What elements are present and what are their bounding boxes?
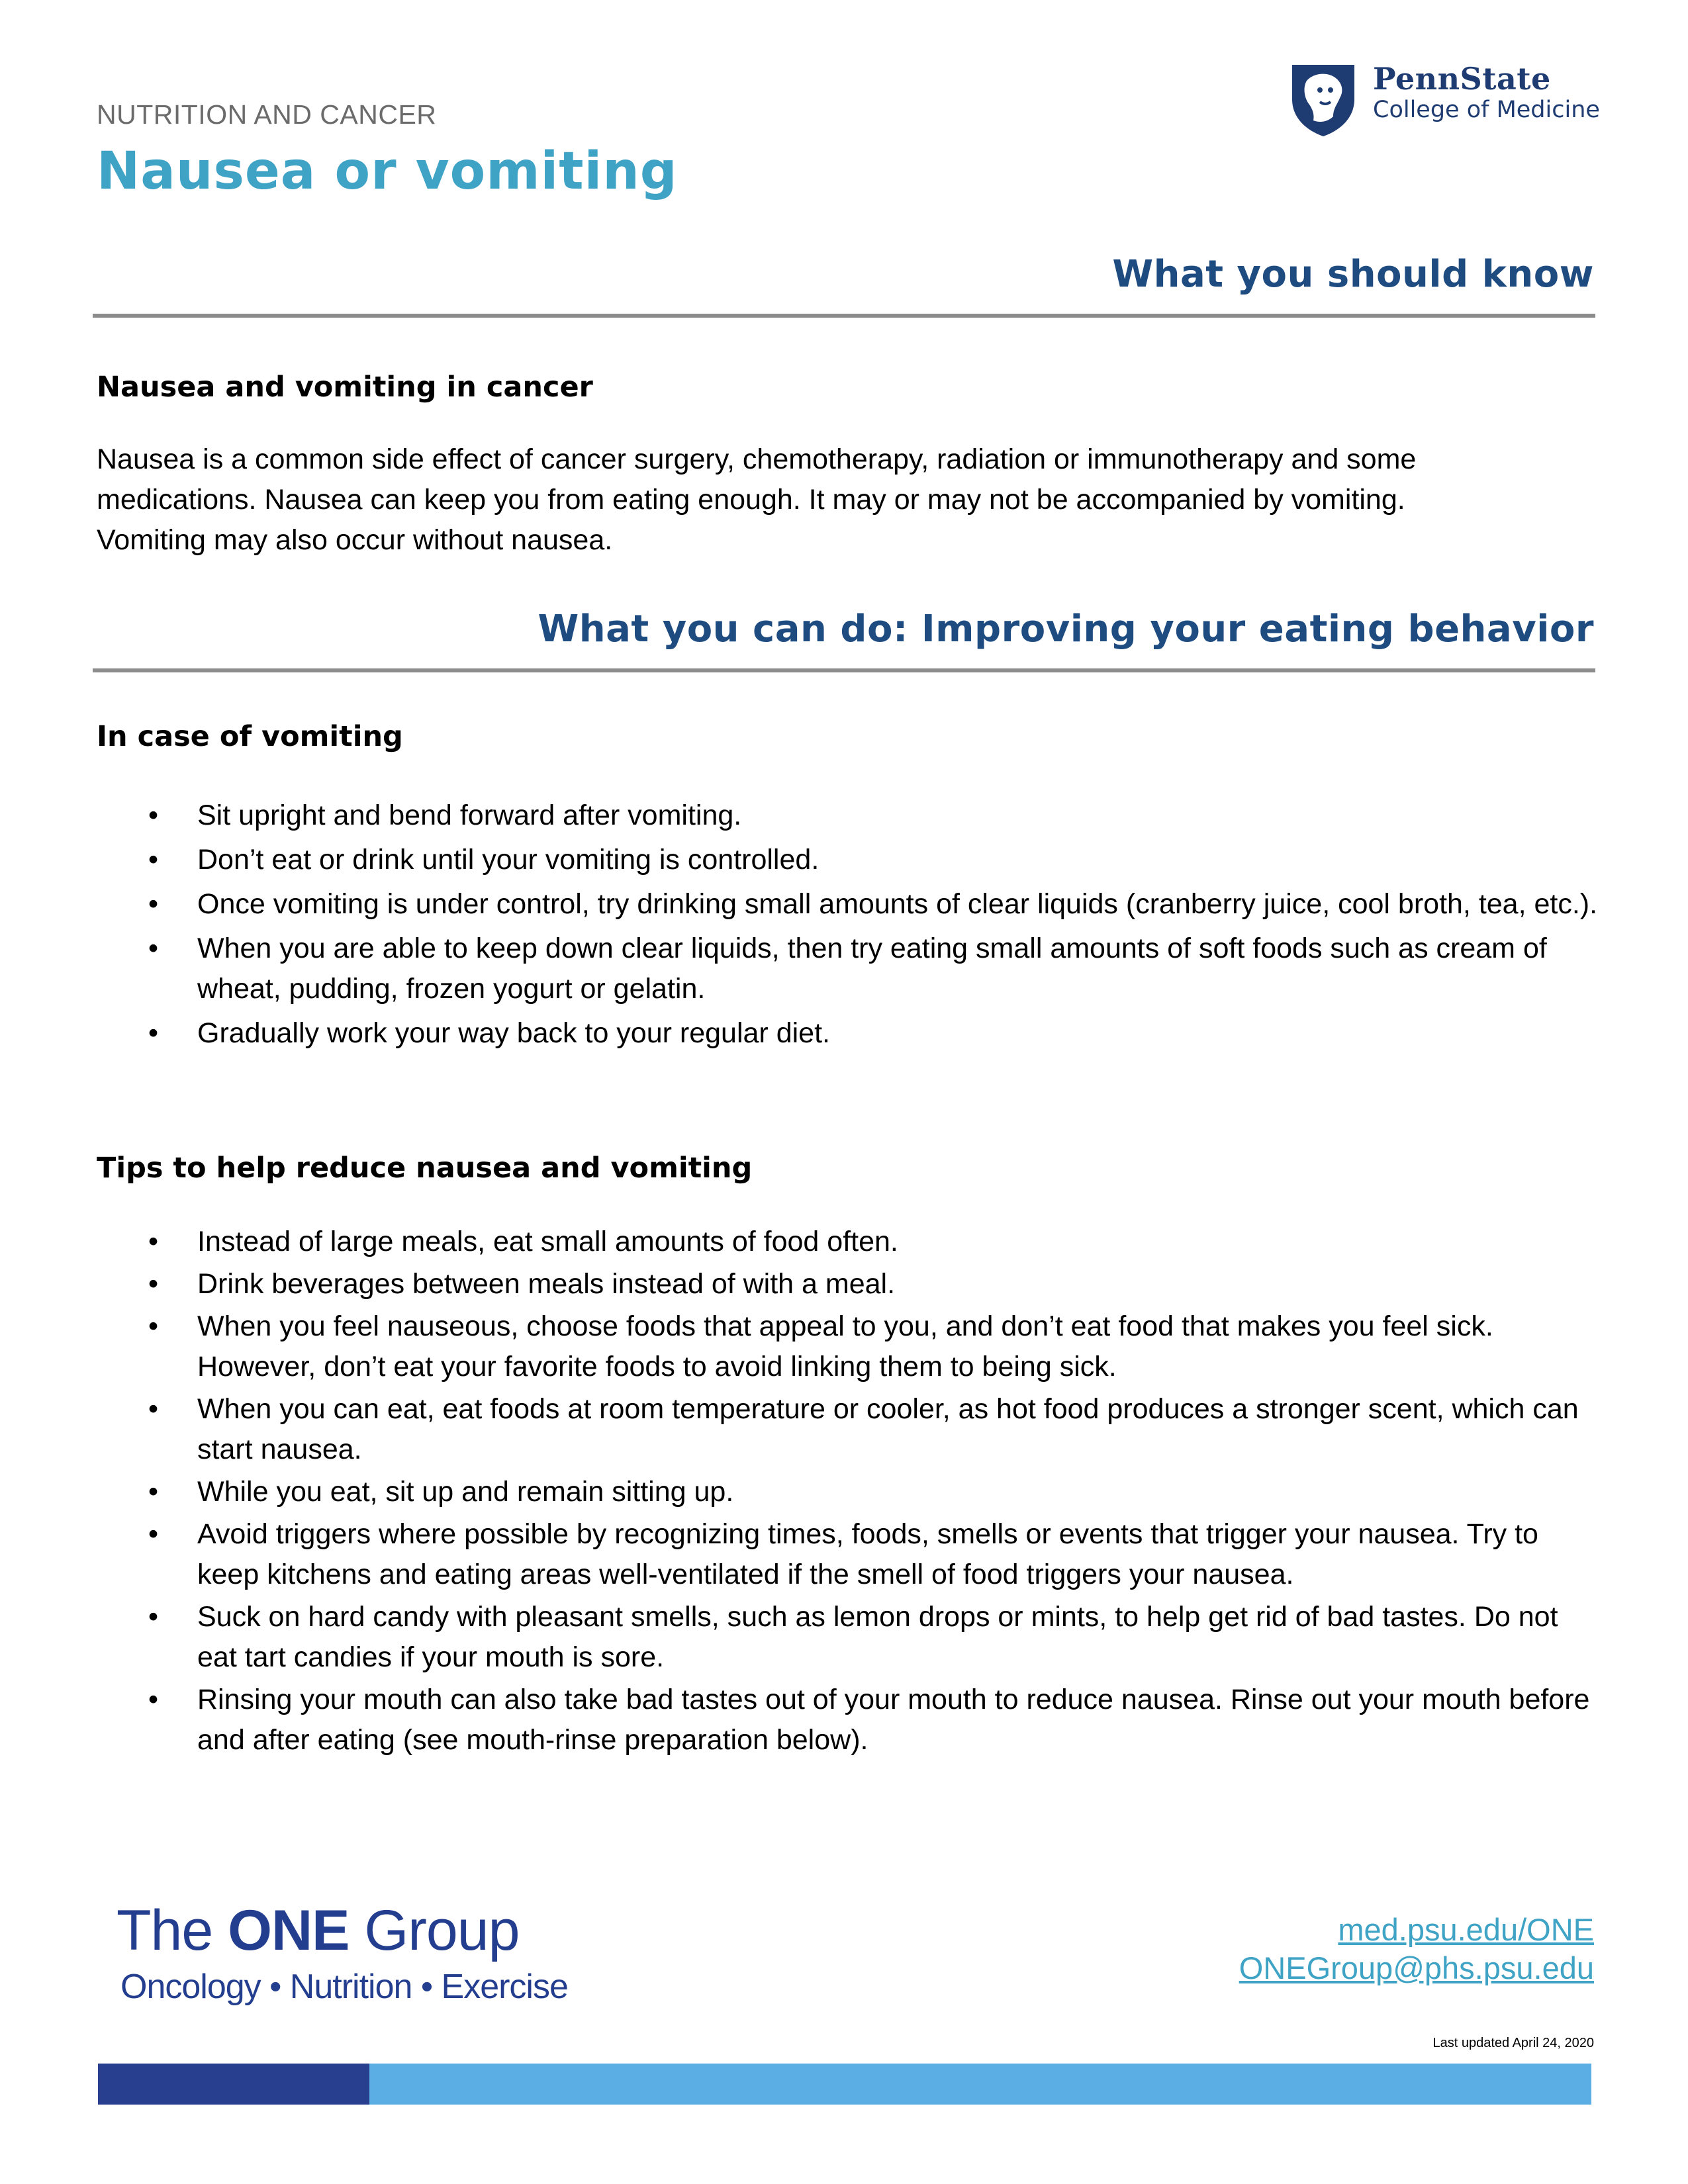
page-title: Nausea or vomiting	[97, 142, 678, 201]
tips-list	[97, 1222, 1599, 1760]
intro-paragraph	[97, 439, 1599, 561]
bullet-icon: •	[148, 844, 159, 876]
list-item: • Once vomiting is under control, try drinking small amounts of clear liquids (cranberry juice, cool broth, tea, etc.).	[97, 884, 1599, 925]
intro-line: medications. Nausea can keep you from eating enough. It may or may not be accompanied by vomiting.	[97, 484, 1405, 516]
list-item: • When you feel nauseous, choose foods that appeal to you, and don’t eat food that makes you feel sick. However, don’t eat your favorite foods to avoid linking them to being sick.	[97, 1306, 1599, 1387]
bullet-icon: •	[148, 799, 159, 831]
list-item: • Sit upright and bend forward after vomiting.	[97, 796, 1599, 836]
logo-word-one: ONE	[228, 1899, 350, 1962]
list-item: • Don’t eat or drink until your vomiting is controlled.	[97, 840, 1599, 880]
list-item: • Drink beverages between meals instead of with a meal.	[97, 1264, 1599, 1304]
subheading-vomiting: In case of vomiting	[97, 720, 403, 753]
list-item: • Gradually work your way back to your regular diet.	[97, 1013, 1599, 1054]
footer-bar-light	[369, 2064, 1591, 2105]
website-link[interactable]: med.psu.edu/ONE	[1338, 1912, 1594, 1947]
pennstate-logo	[1287, 58, 1605, 138]
vomiting-list	[97, 796, 1599, 1054]
bullet-icon: •	[148, 1310, 159, 1342]
one-group-logo	[117, 1898, 519, 1964]
list-item: • Instead of large meals, eat small amounts of food often.	[97, 1222, 1599, 1262]
bullet-icon: •	[148, 888, 159, 920]
bullet-icon: •	[148, 1017, 159, 1049]
bullet-icon: •	[148, 1268, 159, 1300]
list-item: • Avoid triggers where possible by recognizing times, foods, smells or events that trigger your nausea. Try to keep kitchens and eating areas well-ventilated if the smell of food triggers your nausea.	[97, 1514, 1599, 1595]
bullet-icon: •	[148, 1226, 159, 1257]
intro-line: Vomiting may also occur without nausea.	[97, 524, 613, 556]
subheading-nausea-in-cancer: Nausea and vomiting in cancer	[97, 371, 593, 404]
bullet-icon: •	[148, 1684, 159, 1715]
section-heading-know: What you should know	[1112, 253, 1594, 296]
footer-bar-dark	[98, 2064, 369, 2105]
list-item: • When you are able to keep down clear liquids, then try eating small amounts of soft foods such as cream of wheat, pudding, frozen yogurt or gelatin.	[97, 929, 1599, 1009]
document-category: NUTRITION AND CANCER	[97, 99, 437, 130]
one-group-tagline: Oncology • Nutrition • Exercise	[120, 1968, 568, 2006]
logo-word-the: The	[117, 1899, 213, 1962]
list-item: • While you eat, sit up and remain sitting up.	[97, 1472, 1599, 1512]
list-item: • Rinsing your mouth can also take bad tastes out of your mouth to reduce nausea. Rinse out your mouth before and after eating (see mouth-rinse preparation below).	[97, 1680, 1599, 1760]
list-item: • When you can eat, eat foods at room temperature or cooler, as hot food produces a stronger scent, which can start nausea.	[97, 1389, 1599, 1470]
section-heading-do: What you can do: Improving your eating behavior	[538, 608, 1594, 651]
bullet-icon: •	[148, 1476, 159, 1508]
section-divider	[93, 668, 1595, 672]
subheading-tips: Tips to help reduce nausea and vomiting	[97, 1152, 753, 1185]
bullet-icon: •	[148, 1601, 159, 1633]
logo-wordmark: PennState	[1373, 61, 1551, 97]
logo-word-group: Group	[364, 1899, 520, 1962]
last-updated-date: Last updated April 24, 2020	[1432, 2036, 1594, 2050]
bullet-icon: •	[148, 1393, 159, 1425]
bullet-icon: •	[148, 933, 159, 964]
nittany-lion-shield-icon	[1287, 58, 1360, 138]
logo-subtitle: College of Medicine	[1373, 97, 1600, 123]
section-divider	[93, 314, 1595, 318]
bullet-icon: •	[148, 1518, 159, 1550]
list-item: • Suck on hard candy with pleasant smells, such as lemon drops or mints, to help get rid of bad tastes. Do not eat tart candies if your mouth is sore.	[97, 1597, 1599, 1678]
intro-line: Nausea is a common side effect of cancer surgery, chemotherapy, radiation or immunotherapy and some	[97, 443, 1417, 475]
email-link[interactable]: ONEGroup@phs.psu.edu	[1239, 1950, 1594, 1985]
